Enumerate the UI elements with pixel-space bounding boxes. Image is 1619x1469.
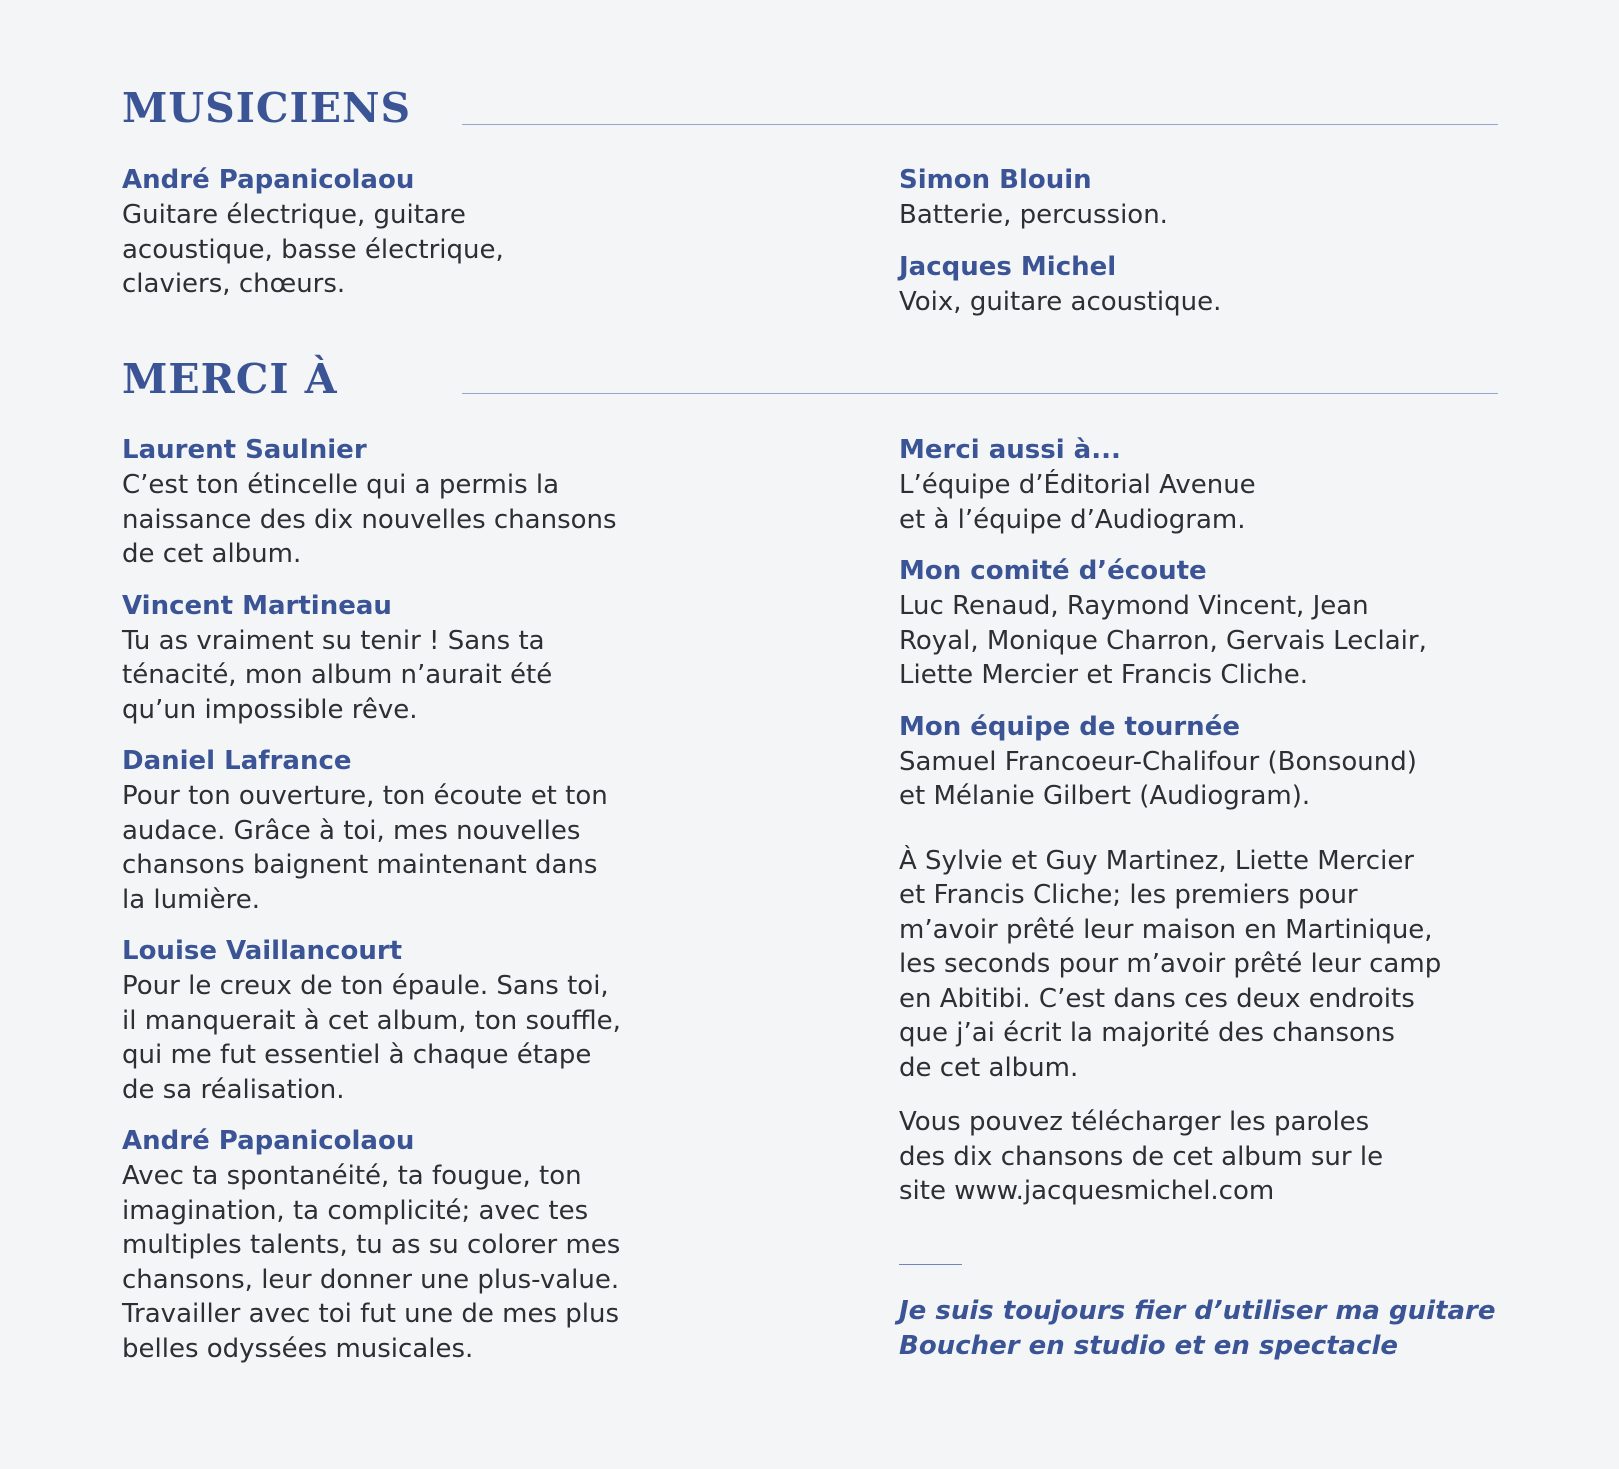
credit-entry [899, 163, 1579, 233]
thanks-text-line: de sa réalisation. [122, 1074, 345, 1105]
thanks-entry [899, 710, 1599, 814]
thanks-text-line: qui me fut essentiel à chaque étape [122, 1040, 592, 1070]
section-title-musiciens: MUSICIENS [122, 84, 412, 132]
thanks-text-line: Samuel Francoeur-Chalifour (Bonsound) [899, 746, 1417, 777]
thanks-text-line: L’équipe d’Éditorial Avenue [899, 470, 1256, 500]
musiciens-left-column [122, 163, 822, 319]
thanks-text-line: chansons, leur donner une plus-value. [122, 1264, 620, 1295]
thanks-text-line: chansons baignent maintenant dans [122, 850, 598, 880]
credit-name: André Papanicolaou [122, 165, 415, 195]
thanks-text-line: Avec ta spontanéité, ta fougue, ton [122, 1161, 582, 1191]
thanks-name: Daniel Lafrance [122, 746, 352, 776]
thanks-entry [122, 1124, 842, 1366]
thanks-entry [122, 744, 842, 917]
thanks-entry [122, 433, 842, 572]
thanks-text-line: il manquerait à cet album, ton souffle, [122, 1005, 621, 1036]
credit-entry [122, 163, 822, 302]
thanks-entry [899, 554, 1599, 693]
thanks-name: Vincent Martineau [122, 590, 392, 621]
paragraph-line: et Francis Cliche; les premiers pour [899, 880, 1358, 910]
thanks-text-line: et à l’équipe d’Audiogram. [899, 504, 1246, 535]
thanks-entry [122, 589, 842, 728]
thanks-entry [899, 433, 1599, 537]
thanks-paragraph [899, 844, 1599, 1086]
thanks-text-line: Tu as vraiment su tenir ! Sans ta [122, 625, 545, 656]
closing-line: Je suis toujours fier d’utiliser ma guitare [899, 1296, 1496, 1326]
thanks-text-line: qu’un impossible rêve. [122, 694, 418, 725]
thanks-text-line: ténacité, mon album n’aurait été [122, 660, 553, 690]
thanks-entry [122, 934, 842, 1107]
thanks-text-line: C’est ton étincelle qui a permis la [122, 470, 560, 500]
credit-entry [899, 250, 1579, 320]
credit-name: Simon Blouin [899, 165, 1092, 195]
musiciens-right-column [899, 163, 1579, 336]
credit-text-line: Guitare électrique, guitare [122, 200, 466, 230]
credit-text-line: Batterie, percussion. [899, 200, 1168, 230]
thanks-name: André Papanicolaou [122, 1126, 415, 1156]
paragraph-line: des dix chansons de cet album sur le [899, 1141, 1384, 1172]
thanks-name: Merci aussi à... [899, 435, 1121, 465]
paragraph-line: de cet album. [899, 1052, 1079, 1083]
thanks-text-line: multiples talents, tu as su colorer mes [122, 1230, 621, 1260]
thanks-text-line: et Mélanie Gilbert (Audiogram). [899, 781, 1311, 811]
section-rule-merci [462, 393, 1498, 394]
thanks-name: Mon comité d’écoute [899, 556, 1207, 586]
thanks-text-line: de cet album. [122, 539, 302, 569]
thanks-text-line: naissance des dix nouvelles chansons [122, 504, 617, 535]
section-title-merci: MERCI À [122, 355, 338, 403]
credit-text-line: Voix, guitare acoustique. [899, 286, 1222, 317]
thanks-text-line: Liette Mercier et Francis Cliche. [899, 660, 1308, 690]
thanks-text-line: Pour ton ouverture, ton écoute et ton [122, 781, 608, 811]
paragraph-line: que j’ai écrit la majorité des chansons [899, 1018, 1395, 1048]
thanks-name: Louise Vaillancourt [122, 936, 403, 966]
thanks-text-line: Pour le creux de ton épaule. Sans toi, [122, 971, 609, 1001]
thanks-text-line: Travailler avec toi fut une de mes plus [122, 1299, 620, 1329]
closing-note [899, 1294, 1539, 1364]
thanks-text-line: la lumière. [122, 884, 261, 915]
paragraph-line: Vous pouvez télécharger les paroles [899, 1107, 1370, 1137]
thanks-text-line: audace. Grâce à toi, mes nouvelles [122, 815, 581, 846]
credit-name: Jacques Michel [899, 251, 1117, 282]
merci-right-column [899, 433, 1599, 1229]
section-rule-musiciens [462, 124, 1498, 125]
paragraph-line: À Sylvie et Guy Martinez, Liette Mercier [899, 845, 1414, 876]
merci-left-column [122, 433, 842, 1383]
credit-text-line: acoustique, basse électrique, [122, 234, 504, 265]
paragraph-line: m’avoir prêté leur maison en Martinique, [899, 914, 1433, 945]
thanks-text-line: Royal, Monique Charron, Gervais Leclair, [899, 625, 1427, 656]
closing-divider [899, 1264, 962, 1265]
thanks-text-line: belles odyssées musicales. [122, 1333, 474, 1364]
thanks-text-line: Luc Renaud, Raymond Vincent, Jean [899, 591, 1369, 621]
paragraph-line: en Abitibi. C’est dans ces deux endroits [899, 983, 1415, 1014]
thanks-name: Mon équipe de tournée [899, 711, 1240, 742]
credit-text-line: claviers, chœurs. [122, 269, 346, 299]
thanks-text-line: imagination, ta complicité; avec tes [122, 1195, 589, 1226]
website-line: site www.jacquesmichel.com [899, 1176, 1275, 1206]
thanks-name: Laurent Saulnier [122, 435, 367, 465]
closing-line: Boucher en studio et en spectacle [899, 1331, 1399, 1361]
download-paragraph [899, 1105, 1599, 1209]
paragraph-line: les seconds pour m’avoir prêté leur camp [899, 949, 1442, 979]
